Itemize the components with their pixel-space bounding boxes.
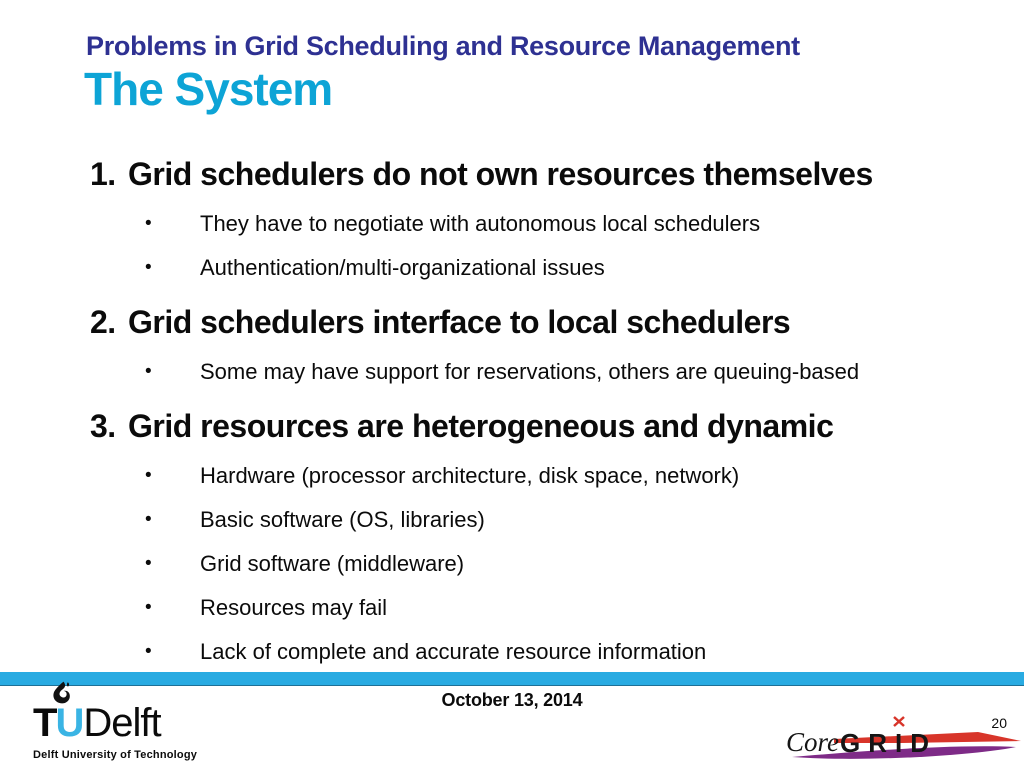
bullet-icon: •: [145, 553, 152, 574]
item-number: 3.: [90, 408, 116, 444]
sub-bullet-text: Grid software (middleware): [200, 551, 465, 576]
sub-bullet: [145, 505, 1000, 535]
bullet-icon: •: [145, 641, 152, 662]
sub-bullet: [145, 357, 1000, 387]
bullet-icon: •: [145, 257, 152, 278]
sub-bullet: [145, 593, 1000, 623]
item-heading-text: Grid resources are heterogeneous and dynamic: [128, 408, 834, 444]
coregrid-word-core: Core: [786, 727, 839, 757]
tu-delft-letter-u: U: [55, 701, 84, 745]
bullet-icon: •: [145, 361, 152, 382]
sub-bullet: [145, 637, 1000, 667]
sub-bullet: [145, 209, 1000, 239]
coregrid-word-grid: GRID: [840, 728, 937, 758]
bullet-icon: •: [145, 465, 152, 486]
bullet-icon: •: [145, 597, 152, 618]
slide-date: October 13, 2014: [441, 690, 583, 710]
sub-bullet: [145, 461, 1000, 491]
item-heading: [90, 301, 1000, 343]
tu-delft-word-delft: Delft: [83, 701, 161, 745]
item-heading: [90, 405, 1000, 447]
sub-bullet-text: Basic software (OS, libraries): [200, 507, 485, 532]
tu-delft-logo: [33, 681, 197, 761]
sub-bullet-text: Hardware (processor architecture, disk space, network): [200, 463, 740, 488]
tu-delft-letter-t: T: [33, 701, 56, 745]
item-number: 1.: [90, 156, 116, 192]
sub-bullet-text: They have to negotiate with autonomous local schedulers: [200, 211, 761, 236]
bullet-icon: •: [145, 509, 152, 530]
slide-pretitle: Problems in Grid Scheduling and Resource Management: [86, 31, 800, 61]
slide-title: The System: [84, 63, 333, 115]
item-heading: [90, 153, 1000, 195]
content-list: [90, 153, 1000, 667]
list-item-3: [90, 405, 1000, 667]
list-item-2: [90, 301, 1000, 387]
coregrid-x-icon: [894, 717, 904, 726]
sub-bullet: [145, 253, 1000, 283]
tu-delft-subtext: Delft University of Technology: [33, 749, 198, 761]
item-heading-text: Grid schedulers interface to local schedulers: [128, 304, 791, 340]
sub-bullet: [145, 549, 1000, 579]
item-number: 2.: [90, 304, 116, 340]
bullet-icon: •: [145, 213, 152, 234]
list-item-1: [90, 153, 1000, 283]
sub-bullet-text: Some may have support for reservations, others are queuing-based: [200, 359, 860, 384]
item-heading-text: Grid schedulers do not own resources themselves: [128, 156, 873, 192]
sub-bullet-text: Authentication/multi-organizational issues: [200, 255, 605, 280]
page-number: 20: [991, 715, 1007, 731]
coregrid-logo: [782, 710, 1022, 766]
sub-bullet-text: Resources may fail: [200, 595, 388, 620]
sub-bullet-text: Lack of complete and accurate resource information: [200, 639, 707, 664]
tu-delft-wordmark: [33, 701, 197, 745]
